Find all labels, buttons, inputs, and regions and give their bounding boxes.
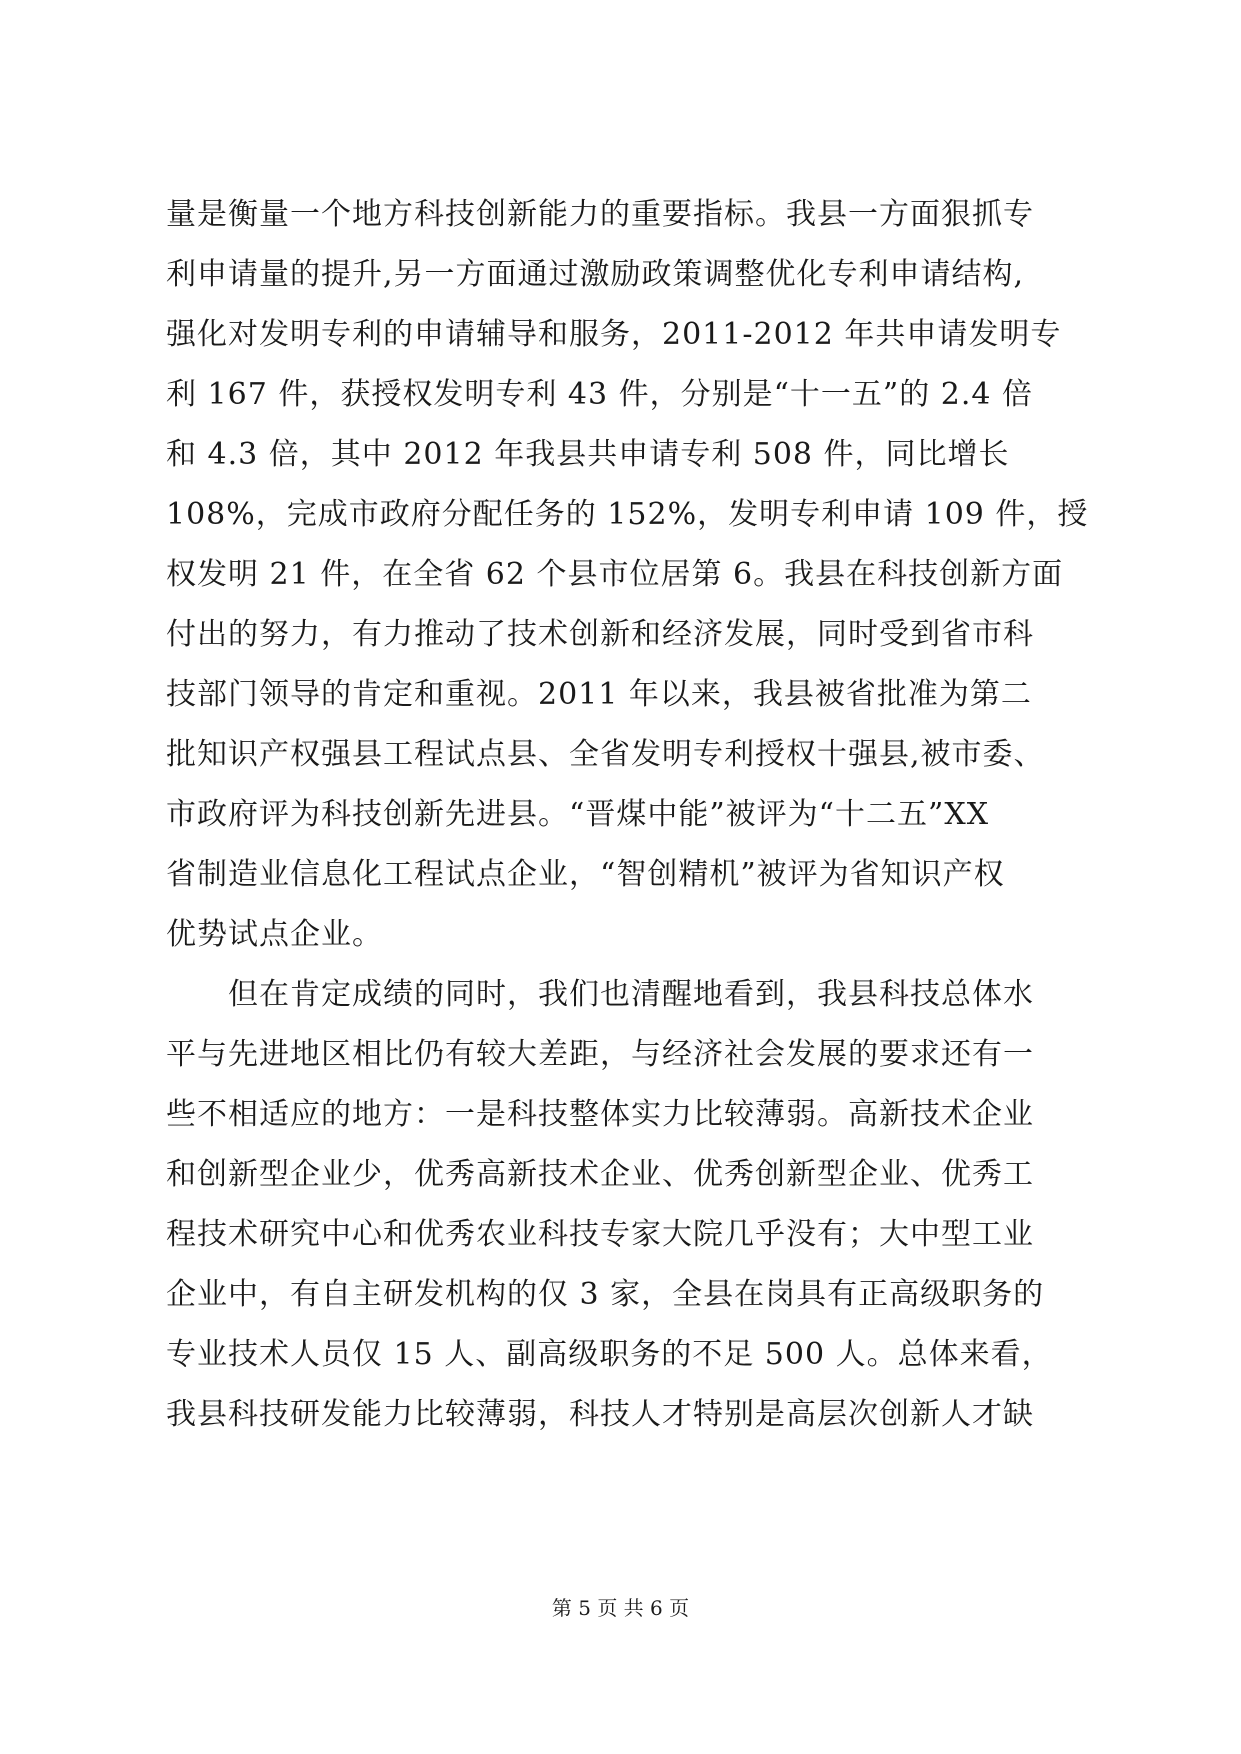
text-line: 企业中，有自主研发机构的仅 3 家，全县在岗具有正高级职务的	[166, 1277, 1045, 1312]
text-line: 和 4.3 倍，其中 2012 年我县共申请专利 508 件，同比增长	[166, 437, 1010, 472]
text-line: 平与先进地区相比仍有较大差距，与经济社会发展的要求还有一	[166, 1037, 1034, 1072]
text-line: 108%，完成市政府分配任务的 152%，发明专利申请 109 件，授	[166, 497, 1089, 532]
text-line: 我县科技研发能力比较薄弱，科技人才特别是高层次创新人才缺	[166, 1397, 1034, 1432]
text-line: 技部门领导的肯定和重视。2011 年以来，我县被省批准为第二	[166, 677, 1032, 712]
text-line: 量是衡量一个地方科技创新能力的重要指标。我县一方面狠抓专	[166, 197, 1034, 232]
text-line: 程技术研究中心和优秀农业科技专家大院几乎没有；大中型工业	[166, 1217, 1034, 1252]
text-line: 省制造业信息化工程试点企业，“智创精机”被评为省知识产权	[166, 857, 1005, 892]
text-line: 市政府评为科技创新先进县。“晋煤中能”被评为“十二五”XX	[166, 797, 990, 832]
text-line: 批知识产权强县工程试点县、全省发明专利授权十强县,被市委、	[166, 737, 1045, 772]
text-line: 和创新型企业少，优秀高新技术企业、优秀创新型企业、优秀工	[166, 1157, 1034, 1192]
text-line: 但在肯定成绩的同时，我们也清醒地看到，我县科技总体水	[166, 977, 1034, 1012]
text-line: 专业技术人员仅 15 人、副高级职务的不足 500 人。总体来看，	[166, 1337, 1053, 1372]
text-line: 利申请量的提升,另一方面通过激励政策调整优化专利申请结构,	[166, 257, 1025, 292]
text-line: 利 167 件，获授权发明专利 43 件，分别是“十一五”的 2.4 倍	[166, 377, 1034, 412]
page-number-footer: 第 5 页 共 6 页	[551, 1596, 690, 1620]
text-line: 些不相适应的地方：一是科技整体实力比较薄弱。高新技术企业	[166, 1097, 1034, 1132]
text-line: 权发明 21 件，在全省 62 个县市位居第 6。我县在科技创新方面	[166, 557, 1064, 592]
text-line: 付出的努力，有力推动了技术创新和经济发展，同时受到省市科	[166, 617, 1034, 652]
text-line: 强化对发明专利的申请辅导和服务，2011-2012 年共申请发明专	[166, 317, 1062, 352]
text-line: 优势试点企业。	[166, 917, 383, 952]
